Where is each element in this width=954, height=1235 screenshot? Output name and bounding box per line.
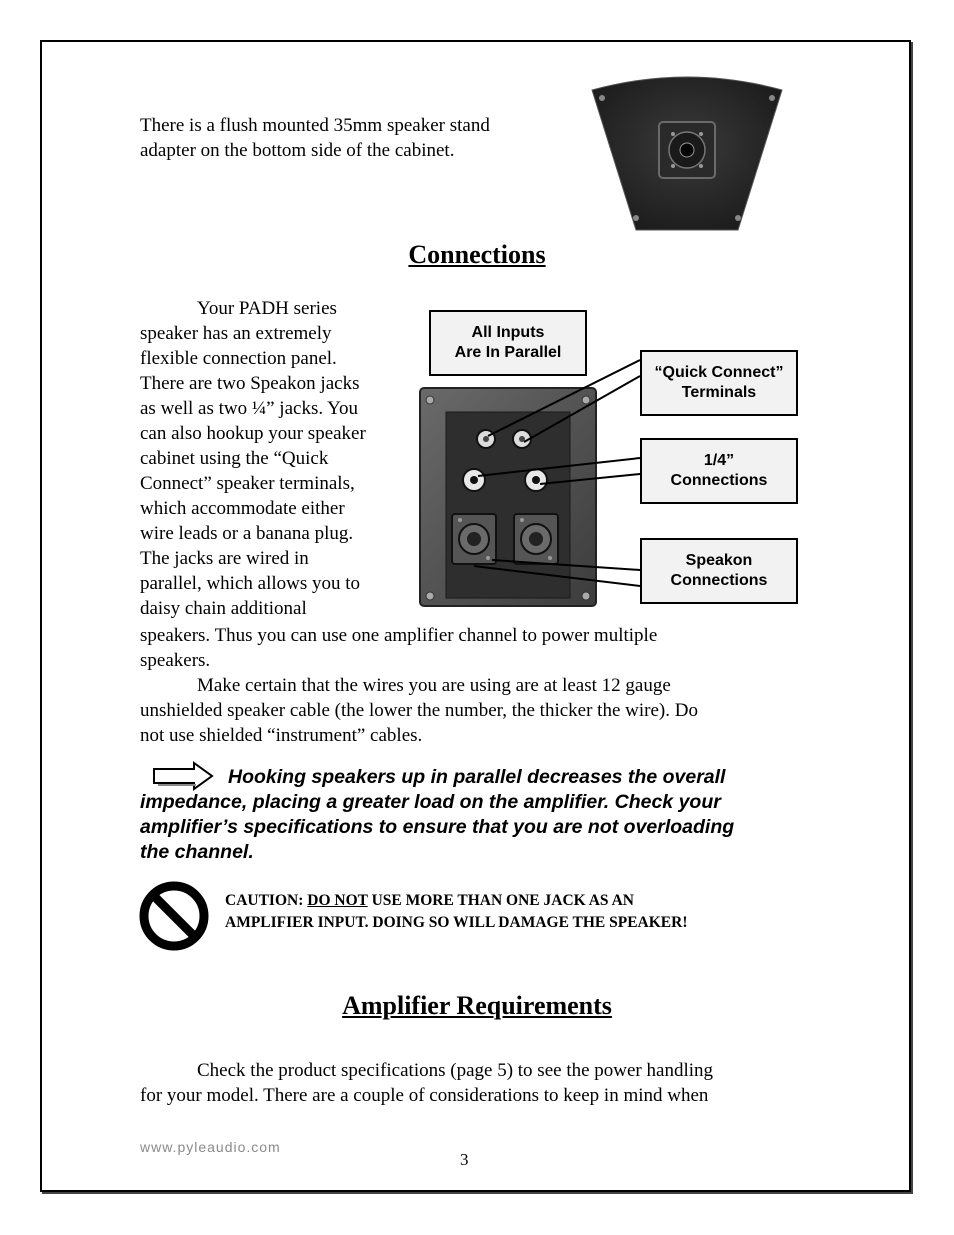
caution-emphasis: DO NOT <box>307 892 368 909</box>
warning-line: Hooking speakers up in parallel decreases the overall <box>228 766 726 788</box>
warning-text <box>140 765 840 865</box>
amplifier-paragraph <box>140 1058 830 1108</box>
caution-line-2: AMPLIFIER INPUT. DOING SO WILL DAMAGE THE SPEAKER! <box>225 914 688 931</box>
label-quarter-inch-connections: 1/4” Connections <box>640 438 798 504</box>
paragraph-line: wire leads or a banana plug. <box>140 523 354 544</box>
paragraph-line: Your PADH series <box>197 298 337 319</box>
paragraph-line: unshielded speaker cable (the lower the number, the thicker the wire). Do <box>140 700 698 721</box>
connection-panel-diagram <box>418 308 802 610</box>
paragraph-line: Make certain that the wires you are using are at least 12 gauge <box>197 675 671 696</box>
prohibited-icon <box>138 880 210 952</box>
warning-line: the channel. <box>140 841 254 863</box>
caution-rest: USE MORE THAN ONE JACK AS AN <box>367 892 634 909</box>
paragraph-line: The jacks are wired in <box>140 548 309 569</box>
connections-paragraph <box>140 296 410 621</box>
caution-text <box>225 890 825 934</box>
paragraph-line: flexible connection panel. <box>140 348 337 369</box>
warning-line: amplifier’s specifications to ensure that you are not overloading <box>140 816 735 838</box>
paragraph-line: for your model. There are a couple of considerations to keep in mind when <box>140 1085 709 1106</box>
amplifier-heading: Amplifier Requirements <box>342 991 612 1020</box>
label-all-inputs-parallel: All Inputs Are In Parallel <box>429 310 587 376</box>
paragraph-line: Connect” speaker terminals, <box>140 473 355 494</box>
label-speakon-connections: Speakon Connections <box>640 538 798 604</box>
paragraph-line: speaker has an extremely <box>140 323 332 344</box>
paragraph-line: daisy chain additional <box>140 598 307 619</box>
paragraph-line: as well as two ¼” jacks. You <box>140 398 358 419</box>
page-number: 3 <box>460 1150 469 1169</box>
intro-text <box>140 113 490 163</box>
caution-prefix: CAUTION: <box>225 892 308 909</box>
paragraph-line: speakers. Thus you can use one amplifier channel to power multiple <box>140 625 658 646</box>
paragraph-line: can also hookup your speaker <box>140 423 366 444</box>
connections-heading: Connections <box>408 240 546 269</box>
paragraph-line: which accommodate either <box>140 498 345 519</box>
paragraph-line: speakers. <box>140 650 211 671</box>
label-quick-connect-terminals: “Quick Connect” Terminals <box>640 350 798 416</box>
footer-url: www.pyleaudio.com <box>140 1139 281 1155</box>
intro-line: adapter on the bottom side of the cabinet. <box>140 140 455 161</box>
paragraph-line: not use shielded “instrument” cables. <box>140 725 423 746</box>
warning-line: impedance, placing a greater load on the amplifier. Check your <box>140 791 721 813</box>
intro-line: There is a flush mounted 35mm speaker stand <box>140 115 490 136</box>
cabinet-bottom-image <box>588 72 786 234</box>
paragraph-line: Check the product specifications (page 5) to see the power handling <box>197 1060 713 1081</box>
connections-paragraph-continued <box>140 623 820 748</box>
paragraph-line: There are two Speakon jacks <box>140 373 360 394</box>
paragraph-line: cabinet using the “Quick <box>140 448 329 469</box>
caution-line-1 <box>225 890 825 912</box>
paragraph-line: parallel, which allows you to <box>140 573 361 594</box>
